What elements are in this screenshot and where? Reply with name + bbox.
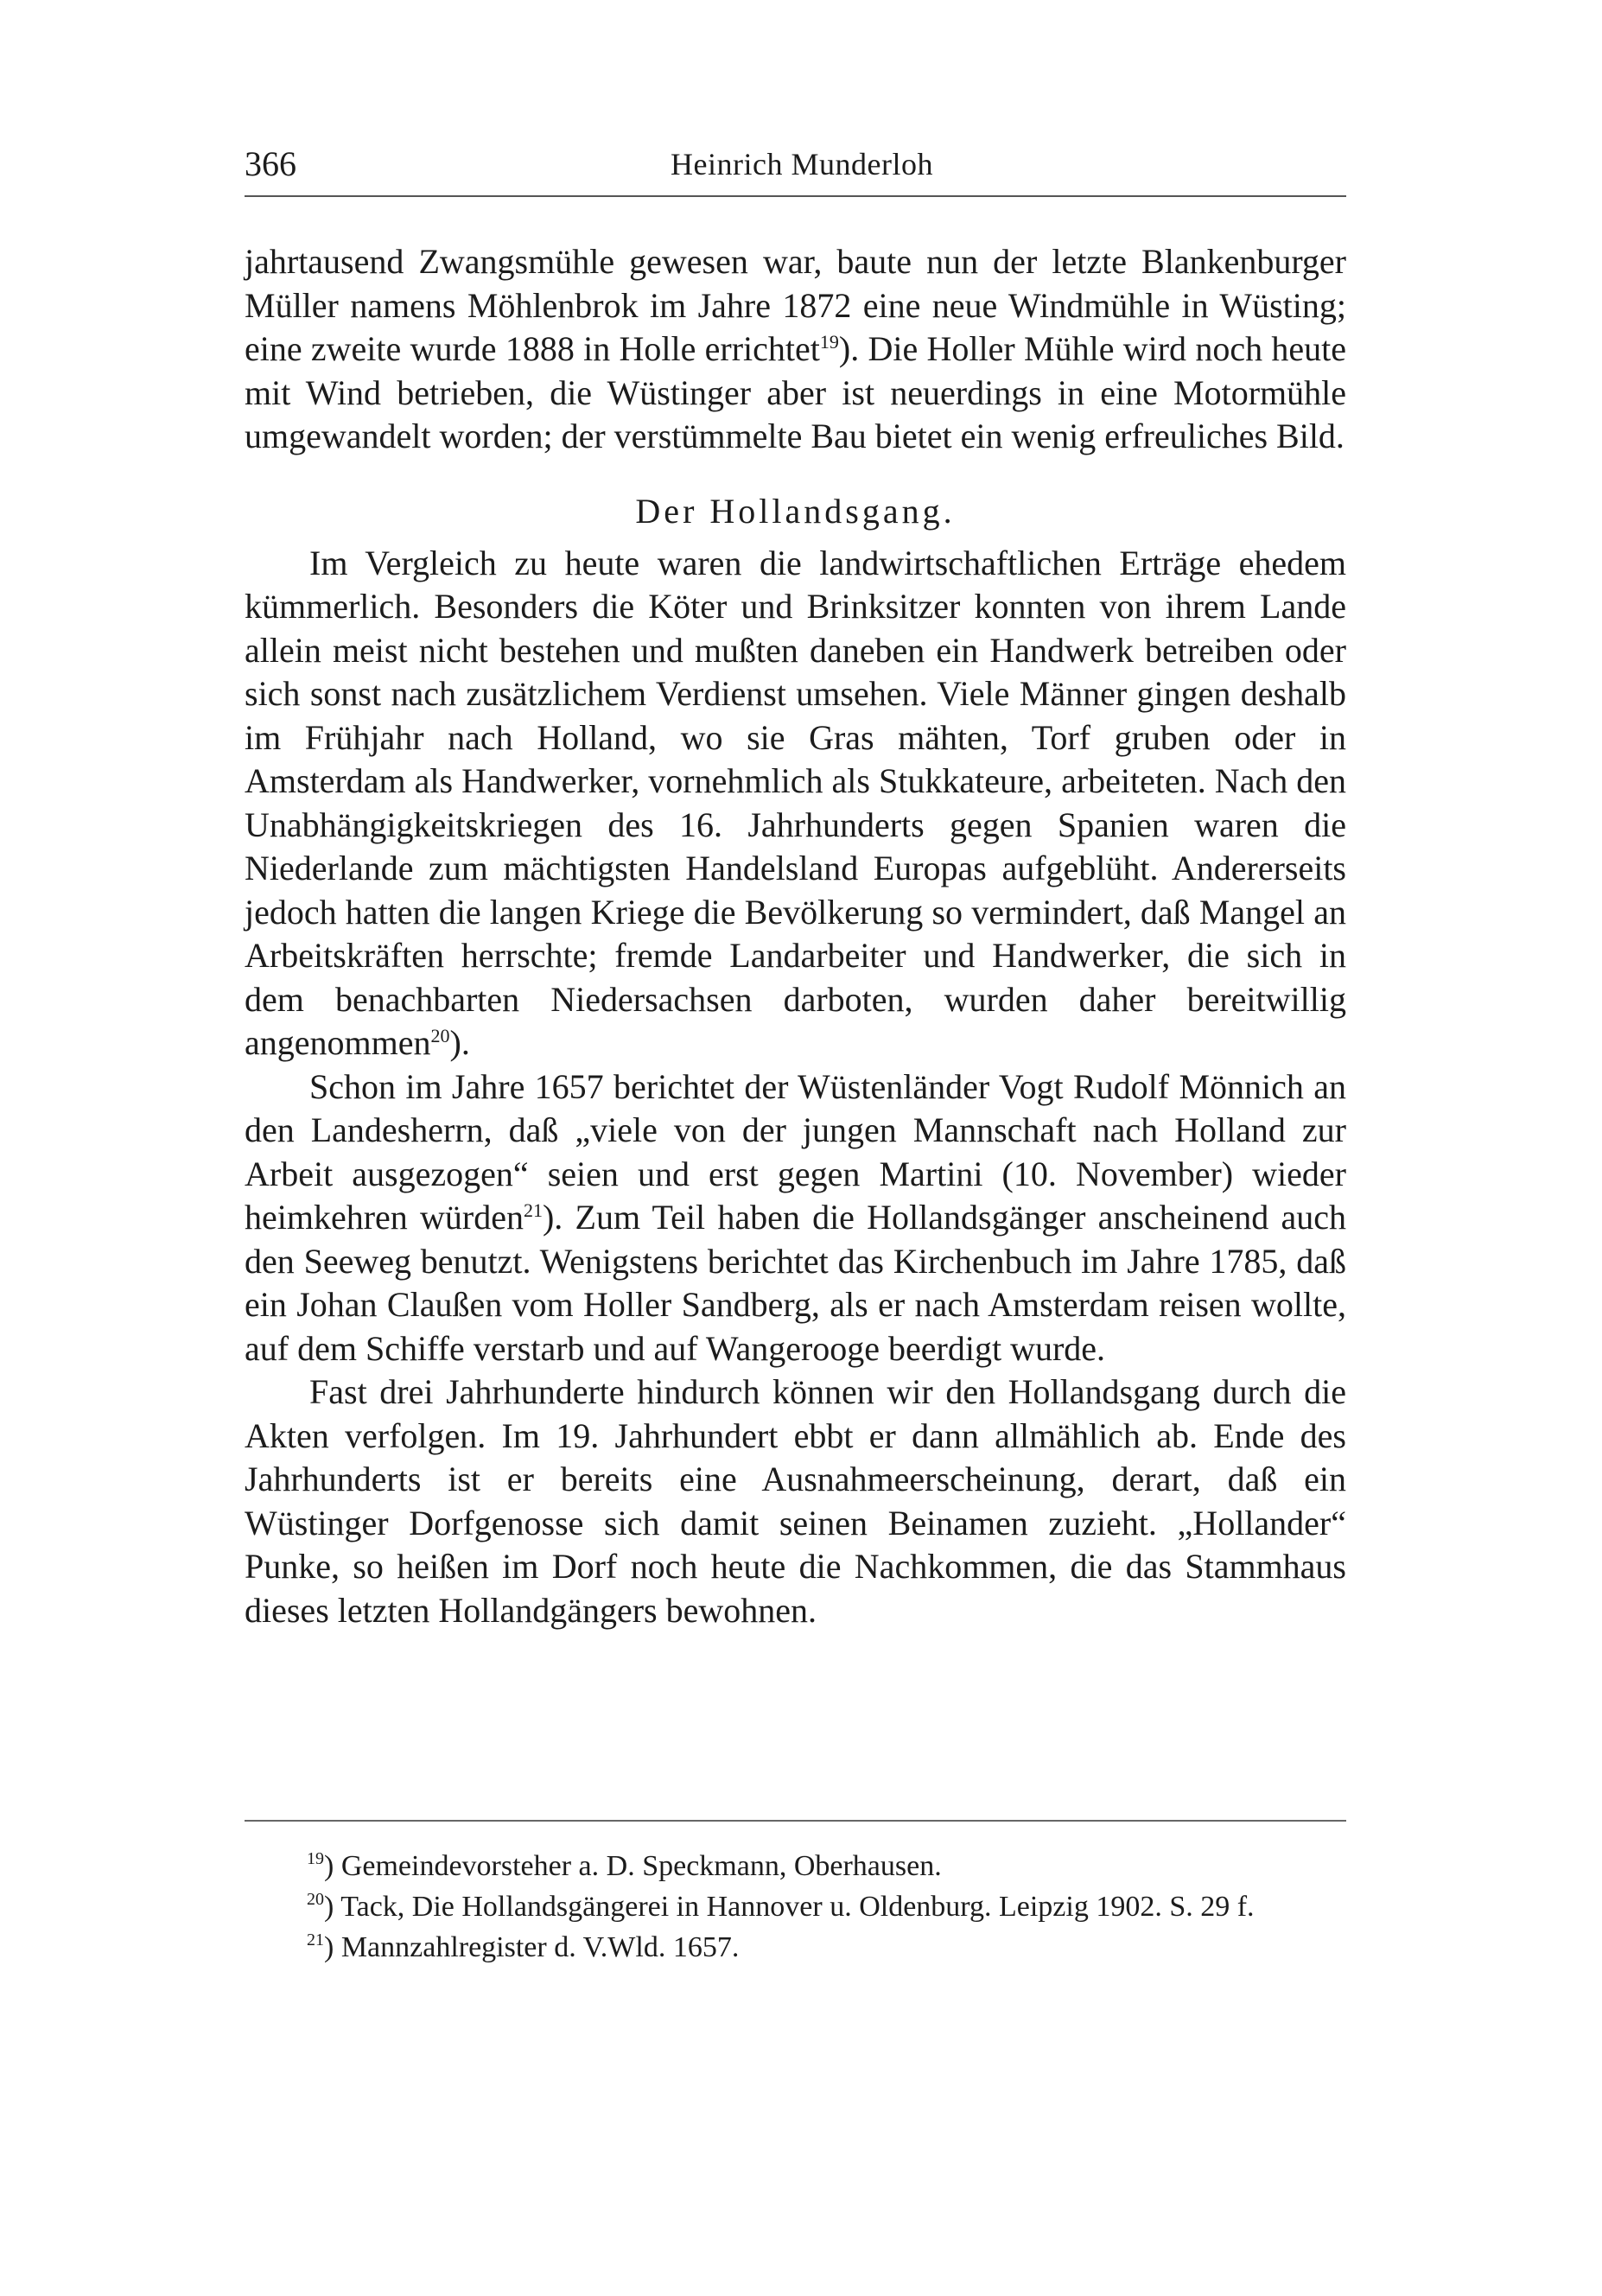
footnote-ref-19: 19	[819, 331, 839, 353]
footnote-20: $^{20}$) Tack, Die Hollandsgängerei in Hannover u. Oldenburg. Leipzig 1902. S. 29 f.	[307, 1890, 1255, 1923]
section-heading: Der Hollandsgang.	[635, 491, 956, 531]
main-text	[245, 240, 1346, 1632]
footnotes	[245, 1846, 1346, 1968]
footnote-ref-21: 21	[523, 1199, 543, 1221]
paragraph-2: Im Vergleich zu heute waren die landwirtschaftlichen Erträge ehedem kümmerlich. Besonders die Köter und Brinksitzer konnten von ihrem Lande allein meist nicht bestehen und mußten daneben ein Handwerk betreiben oder sich sonst nach zusätzlichem Verdienst umsehen. Viele Männer gingen deshalb im Frühjahr nach Holland, wo sie Gras mähten, Torf gruben oder in Amsterdam als Handwerker, vornehmlich als Stukkateure, arbeiteten. Nach den Unabhängigkeitskriegen des 16. Jahrhunderts gegen Spanien waren die Niederlande zum mächtigsten Handelsland Europas aufgeblüht. Andererseits jedoch hatten die langen Kriege die Bevölkerung so vermindert, daß Mangel an Arbeitskräften herrschte; fremde Landarbeiter und Handwerker, die sich in dem benachbarten Niedersachsen darboten, wurden daher bereitwillig angenommen$^{20}$).	[245, 543, 1346, 1062]
paragraph-3: Schon im Jahre 1657 berichtet der Wüstenländer Vogt Rudolf Mönnich an den Landesherrn, daß „viele von der jungen Mannschaft nach Holland zur Arbeit ausgezogen“ seien und erst gegen Martini (10. November) wieder heimkehren würden$^{21}$). Zum Teil haben die Hollandsgänger anscheinend auch den Seeweg benutzt. Wenigstens berichtet das Kirchenbuch im Jahre 1785, daß ein Johan Claußen vom Holler Sandberg, als er nach Amsterdam reisen wollte, auf dem Schiffe verstarb und auf Wangerooge beerdigt wurde.	[245, 1066, 1346, 1368]
footnote-21: $^{21}$) Mannzahlregister d. V.Wld. 1657.	[307, 1930, 740, 1963]
footnote-19: $^{19}$) Gemeindevorsteher a. D. Speckmann, Oberhausen.	[307, 1849, 942, 1882]
paragraph-4: Fast drei Jahrhunderte hindurch können wir den Hollandsgang durch die Akten verfolgen. Im 19. Jahrhundert ebbt er dann allmählich ab. Ende des Jahrhunderts ist er bereits eine Ausnahmeerscheinung, derart, daß ein Wüstinger Dorfgenosse sich damit seinen Beinamen zuzieht. „Hollander“ Punke, so heißen im Dorf noch heute die Nachkommen, die das Stammhaus dieses letzten Hollandgängers bewohnen.	[245, 1372, 1346, 1630]
footnote-rule	[245, 1820, 1346, 1822]
page-header	[245, 138, 1346, 190]
footnote-ref-20: 20	[430, 1025, 450, 1046]
paragraph-1: jahrtausend Zwangsmühle gewesen war, baute nun der letzte Blankenburger Müller namens Möhlenbrok im Jahre 1872 eine neue Windmühle in Wüsting; eine zweite wurde 1888 in Holle errichtet$^{19}$). Die Holler Mühle wird noch heute mit Wind betrieben, die Wüstinger aber ist neuerdings in eine Motormühle umgewandelt worden; der verstümmelte Bau bietet ein wenig erfreuliches Bild.	[245, 242, 1346, 455]
header-rule	[245, 195, 1346, 197]
page-number: 366	[245, 144, 296, 183]
running-head: Heinrich Munderloh	[671, 147, 933, 181]
